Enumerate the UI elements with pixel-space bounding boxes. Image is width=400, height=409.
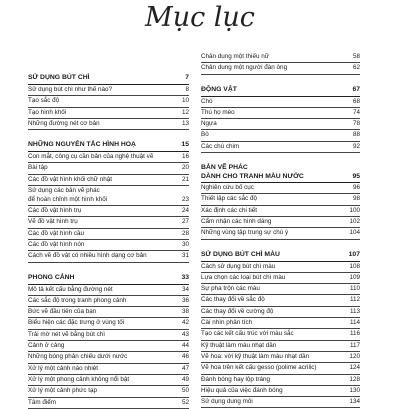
page-number: 108 — [349, 262, 360, 270]
page-number: 102 — [349, 217, 360, 225]
page-number: 10 — [181, 97, 189, 105]
entry-title: Xử lý một cảnh phức tạp — [28, 387, 97, 395]
entry-title: Thú họ mèo — [201, 108, 235, 116]
page-number: 15 — [181, 141, 189, 149]
entry-title: Nghiên cứu bố cục — [201, 184, 254, 192]
page-number: 27 — [181, 218, 189, 226]
entry-title: Sự pha trộn các màu — [201, 285, 260, 293]
entry-title: Các chú chim — [201, 142, 240, 150]
page-number: 120 — [349, 352, 360, 360]
entry-title: Các đồ vật hình nón — [28, 240, 85, 248]
page-number: 104 — [349, 229, 360, 237]
page-number: 42 — [181, 319, 189, 327]
entry-title: Cài nhìn phân tích — [201, 319, 253, 327]
entry-title: Chân dung một thiếu nữ — [201, 53, 269, 60]
page-number: 43 — [181, 330, 189, 338]
entry-title: Tạo các kết cấu trúc với màu sắc — [201, 330, 294, 338]
page-number: 20 — [181, 164, 189, 172]
toc-entry — [201, 217, 360, 228]
page-number: 58 — [352, 53, 360, 60]
toc-entry — [28, 341, 189, 352]
toc-section-heading — [28, 273, 189, 285]
toc-entry — [28, 318, 189, 329]
toc-entry — [201, 52, 360, 63]
page-number: 31 — [181, 252, 189, 260]
toc-entry — [28, 285, 189, 296]
toc-entry — [201, 284, 360, 295]
page-number: 44 — [181, 342, 189, 350]
toc-entry — [201, 352, 360, 363]
page-number: 88 — [352, 131, 360, 139]
toc-entry — [201, 307, 360, 318]
entry-title: Các sắc độ trong tranh phong cảnh — [28, 296, 127, 304]
toc-right-column — [201, 52, 360, 408]
toc-entry — [28, 296, 189, 307]
entry-title: Vẽ đồ vật hình trụ — [28, 218, 78, 226]
toc-entry — [201, 142, 360, 153]
toc-entry — [28, 217, 189, 228]
toc-entry — [201, 363, 360, 374]
entry-title: Bò — [201, 131, 209, 139]
entry-title: Tạo sắc độ — [28, 97, 60, 105]
toc-entry — [28, 186, 189, 206]
page-number: 49 — [181, 375, 189, 383]
entry-title: Chân dung một người đàn ông — [201, 64, 288, 72]
toc-entry — [28, 375, 189, 386]
entry-title: Các thay đổi về sắc độ — [201, 296, 265, 304]
page-number: 36 — [181, 296, 189, 304]
toc-entry — [201, 108, 360, 119]
toc-entry — [201, 228, 360, 239]
page-number: 47 — [181, 364, 189, 372]
toc-entry — [201, 397, 360, 408]
toc-entry — [28, 307, 189, 318]
entry-title: Các thay đổi về cường độ — [201, 307, 274, 315]
page-number: 50 — [181, 387, 189, 395]
section-title: BẢN VẼ PHÁC DÀNH CHO TRANH MÀU NƯỚC — [201, 164, 304, 181]
entry-title: Lựa chọn các loại bút chì màu — [201, 273, 286, 281]
entry-title: Trải mờ nét vẽ bằng bút chì — [28, 330, 106, 338]
page-number: 107 — [348, 250, 360, 258]
toc-entry — [201, 318, 360, 329]
toc-entry — [201, 273, 360, 284]
toc-entry — [28, 398, 189, 409]
toc-entry — [28, 240, 189, 251]
toc-entry — [28, 330, 189, 341]
page-number: 33 — [181, 273, 189, 281]
toc-entry — [201, 63, 360, 74]
toc-entry — [201, 97, 360, 108]
page-number: 38 — [181, 308, 189, 316]
section-title: SỬ DỤNG BÚT CHÌ MÀU — [201, 250, 280, 258]
page-number: 116 — [349, 330, 360, 338]
toc-entry — [201, 262, 360, 273]
entry-title: Con mắt, công cụ cần bản của nghệ thuật vẽ — [28, 153, 154, 161]
entry-title: Vẽ hoa trên kết cấu gesso (polime acrilic) — [201, 364, 317, 372]
page-number: 114 — [349, 319, 360, 327]
toc-entry — [28, 251, 189, 262]
page-number: 13 — [181, 119, 189, 127]
toc-entry — [28, 152, 189, 163]
page-number: 110 — [349, 285, 360, 293]
toc-section-heading — [28, 73, 189, 85]
entry-title: Cẩm nhận các hình dáng — [201, 217, 272, 225]
entry-title: Xác định các chi tiết — [201, 206, 258, 214]
entry-title: Bức vẽ đầu tiên của bạn — [28, 308, 97, 316]
toc-section-heading — [201, 85, 360, 97]
entry-title: Sử dụng các bản vẽ phác để hoàn chỉnh một hình khối — [28, 187, 108, 204]
page-number: 92 — [352, 142, 360, 150]
section-title: NHỮNG NGUYÊN TẮC HÌNH HOẠ — [28, 141, 136, 149]
entry-title: Các đồ vật hình khối chữ nhật — [28, 175, 113, 183]
toc-entry — [201, 329, 360, 340]
page-number: 134 — [349, 398, 360, 406]
page-number: 68 — [352, 97, 360, 105]
entry-title: Các đồ vật hình trụ — [28, 207, 82, 215]
page-number: 67 — [352, 85, 360, 93]
section-title: PHONG CẢNH — [28, 273, 75, 281]
entry-title: Cảnh ở cảng — [28, 342, 65, 350]
page-number: 24 — [181, 207, 189, 215]
entry-title: Những vùng tập trung sự chú ý — [201, 229, 289, 237]
page-number: 113 — [349, 307, 360, 315]
entry-title: Các đồ vật hình cầu — [28, 229, 85, 237]
page-number: 7 — [185, 74, 189, 81]
entry-title: Mô tả kết cấu bằng đường nét — [28, 285, 113, 293]
entry-title: Vẽ hoa: với kỹ thuật làm màu nhạt dần — [201, 352, 310, 360]
page-number: 98 — [352, 195, 360, 203]
toc-entry — [28, 175, 189, 186]
page-number: 62 — [352, 64, 360, 72]
page-number: 12 — [181, 108, 189, 116]
page-number: 96 — [352, 184, 360, 192]
entry-title: Bài tập — [28, 164, 48, 172]
page-title: Mục lục — [145, 2, 255, 33]
entry-title: Tâm điểm — [28, 398, 56, 406]
entry-title: Xử lý một cảnh nào nhiệt — [28, 364, 99, 372]
toc-entry — [201, 194, 360, 205]
toc-entry — [201, 341, 360, 352]
toc-left-column — [28, 73, 189, 409]
toc-entry — [201, 130, 360, 141]
toc-entry — [201, 295, 360, 306]
entry-title: Sử dụng bút chì như thế nào? — [28, 86, 113, 93]
entry-title: Tạo hình khối — [28, 108, 67, 116]
page-number: 117 — [349, 341, 360, 349]
toc-entry — [201, 375, 360, 386]
toc-section-heading — [201, 250, 360, 262]
page-number: 124 — [349, 364, 360, 372]
page-number: 100 — [349, 206, 360, 214]
toc-entry — [28, 229, 189, 240]
page-number: 130 — [349, 386, 360, 394]
section-title: ĐỘNG VẬT — [201, 85, 237, 93]
entry-title: Những đường nét cơ bản — [28, 119, 100, 127]
entry-title: Ngựa — [201, 120, 217, 128]
page-number: 128 — [349, 375, 360, 383]
toc-section-heading — [201, 163, 360, 183]
toc-entry — [201, 183, 360, 194]
entry-title: Xử lý một phong cảnh không nổi bật — [28, 375, 130, 383]
page-number: 16 — [181, 153, 189, 161]
toc-section-heading — [28, 140, 189, 152]
entry-title: Kỹ thuật làm màu nhạt dần — [201, 341, 277, 349]
page-number: 109 — [349, 273, 360, 281]
page-number: 30 — [181, 240, 189, 248]
page-number: 95 — [352, 173, 360, 181]
entry-title: Những bóng phản chiếu dưới nước — [28, 353, 128, 361]
page-number: 21 — [181, 175, 189, 183]
toc-entry — [28, 119, 189, 130]
entry-title: Cách sử dụng bút chì màu — [201, 262, 276, 270]
entry-title: Sử dụng dung môi — [201, 398, 253, 406]
toc-entry — [28, 85, 189, 96]
entry-title: Thiết lập các sắc độ — [201, 195, 258, 203]
page-number: 112 — [349, 296, 360, 304]
page-number: 8 — [185, 86, 189, 93]
page-number: 28 — [181, 229, 189, 237]
entry-title: Đánh bóng hay lộp tráng — [201, 375, 270, 383]
entry-title: Chó — [201, 97, 213, 105]
toc-entry — [201, 386, 360, 397]
toc-entry — [28, 163, 189, 174]
toc-entry — [201, 119, 360, 130]
page-number: 46 — [181, 353, 189, 361]
toc-entry — [28, 364, 189, 375]
toc-entry — [28, 108, 189, 119]
page-number: 52 — [181, 398, 189, 406]
entry-title: Biểu hiện các đặc trưng ở vùng tối — [28, 319, 125, 327]
page-number: 78 — [352, 120, 360, 128]
page-number: 23 — [181, 196, 189, 204]
toc-entry — [28, 96, 189, 107]
section-title: SỬ DỤNG BÚT CHÌ — [28, 74, 90, 81]
toc-entry — [28, 352, 189, 363]
entry-title: Cách vẽ đồ vật có nhiều hình dạng cơ bản — [28, 252, 147, 260]
toc-entry — [28, 206, 189, 217]
toc-entry — [201, 206, 360, 217]
page-number: 74 — [352, 108, 360, 116]
entry-title: Hiệu quả của việc đánh bóng — [201, 386, 283, 394]
page-number: 34 — [181, 285, 189, 293]
toc-entry — [28, 386, 189, 397]
